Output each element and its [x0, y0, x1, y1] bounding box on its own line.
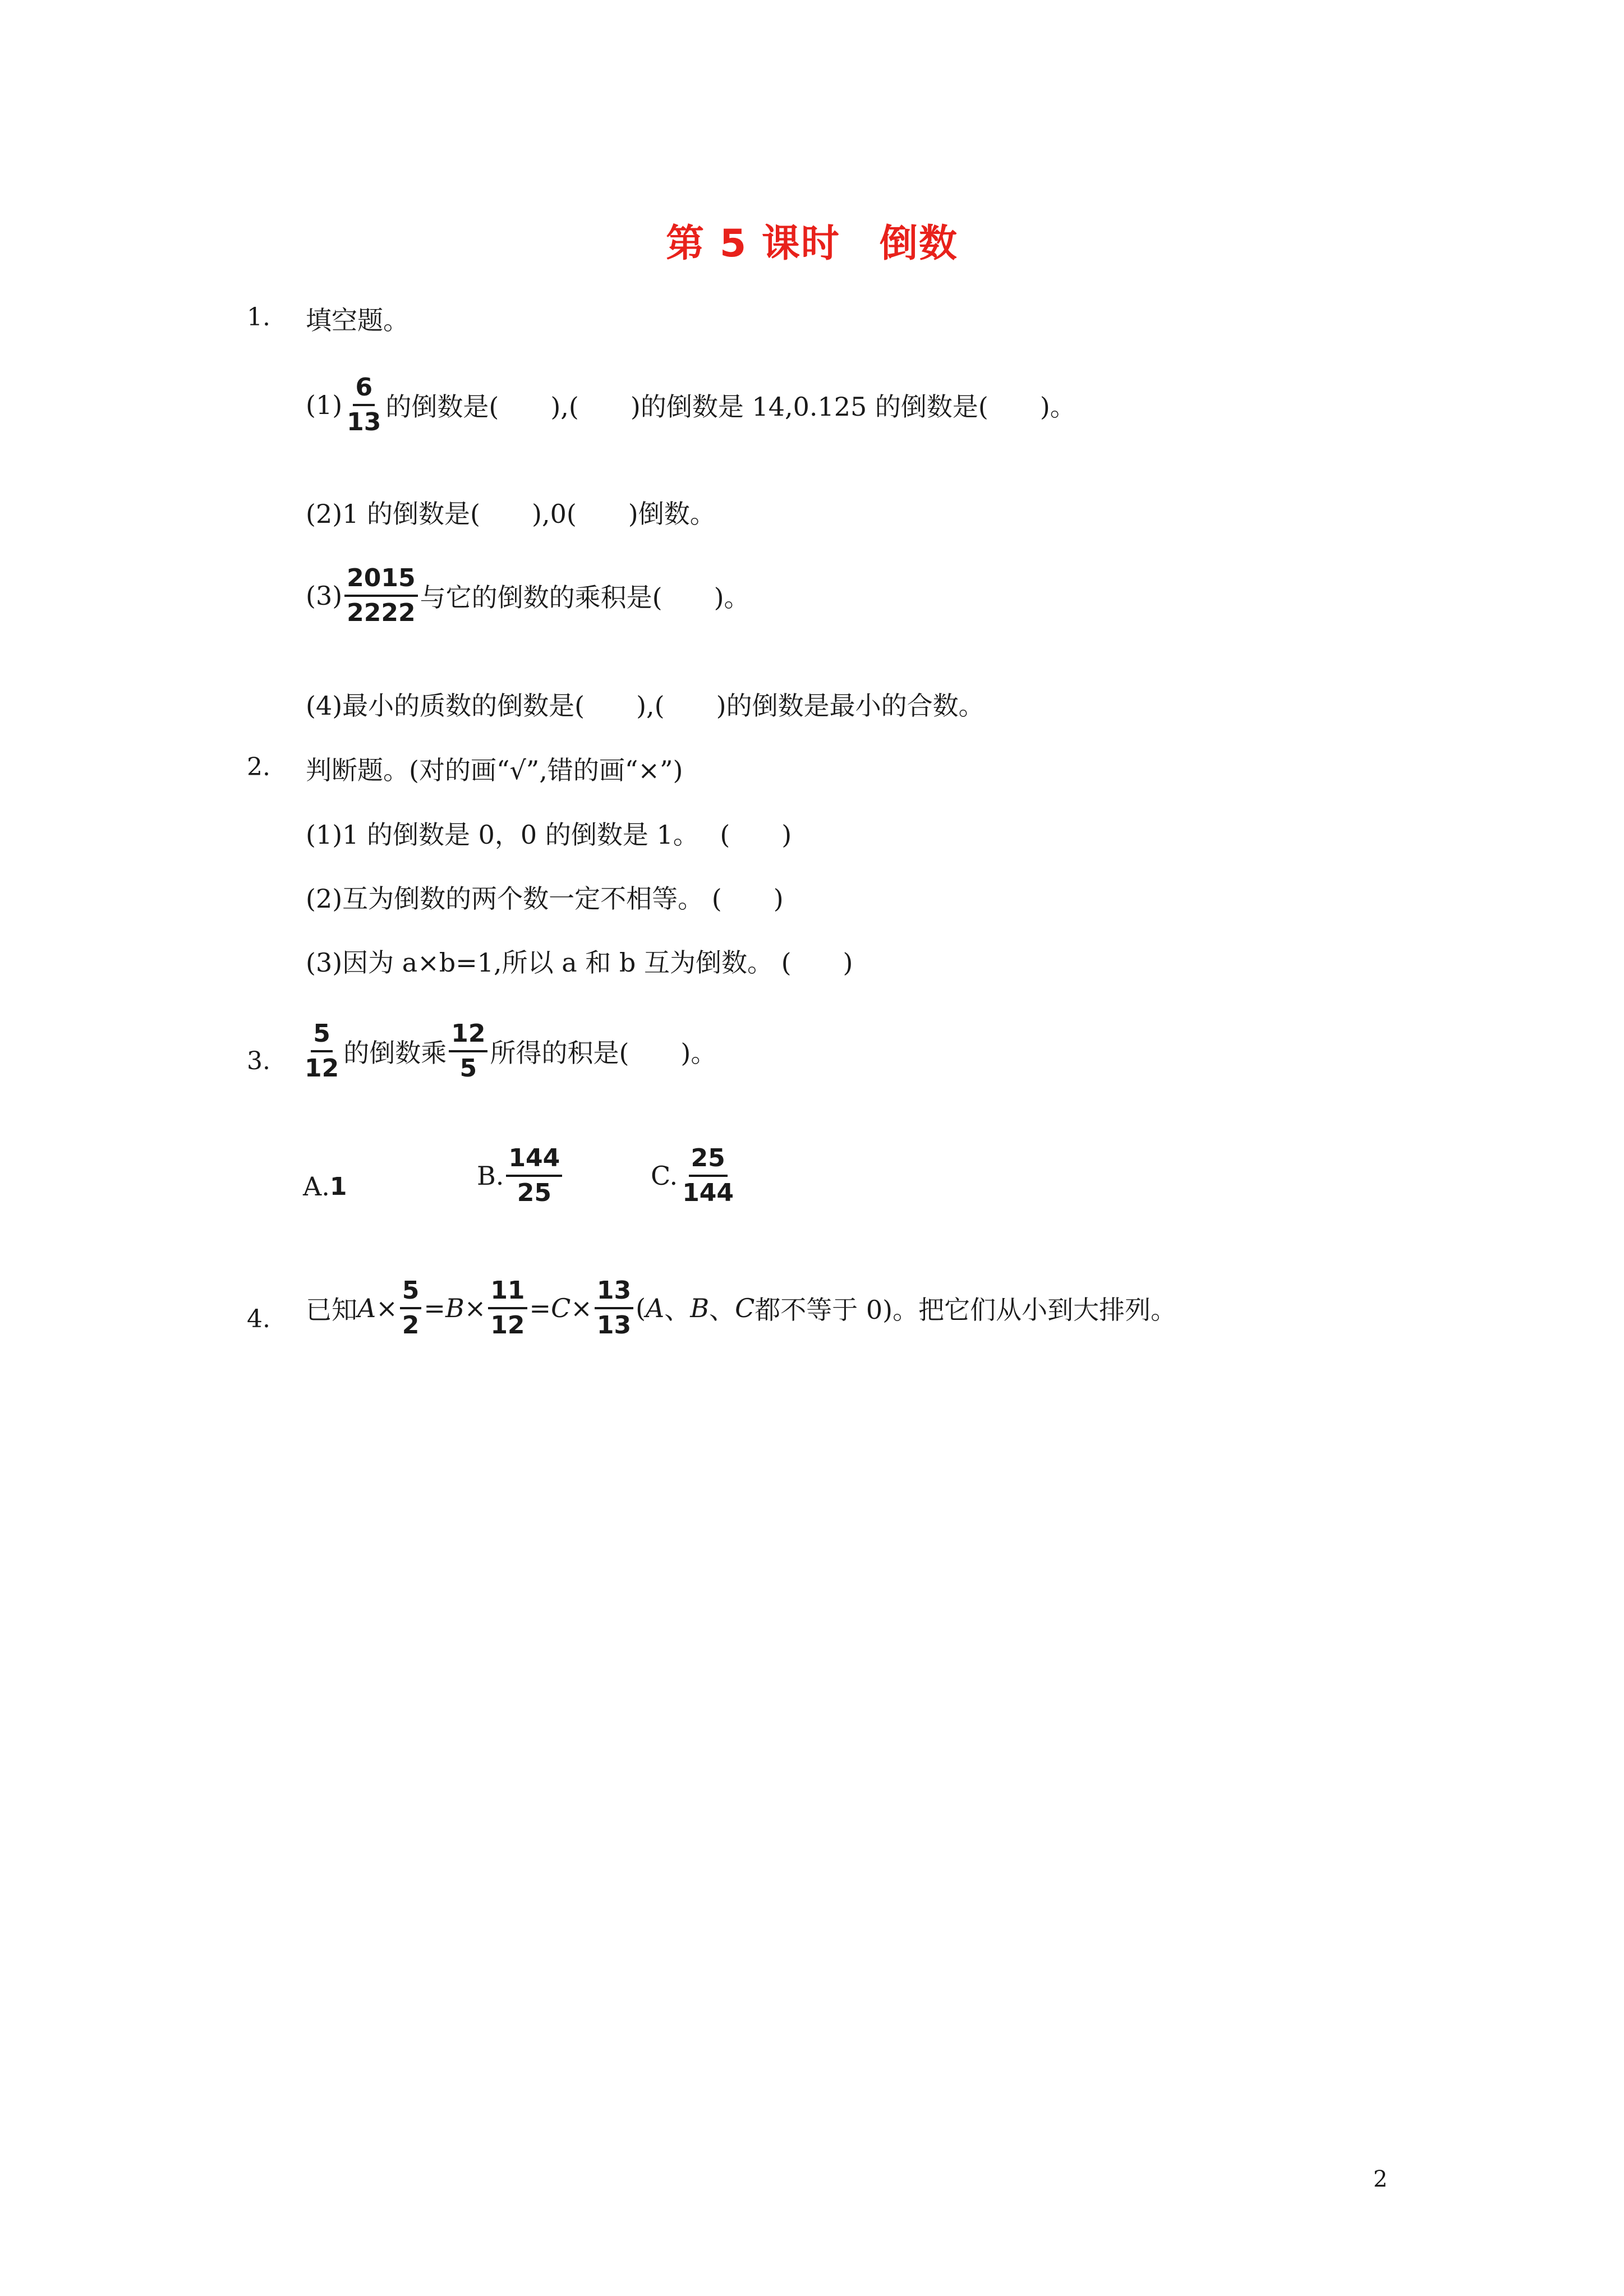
q4-tail-text: 都不等于 0)。把它们从小到大排列。: [755, 1295, 1177, 1326]
denominator: 144: [682, 1179, 734, 1208]
fraction-6-13: [344, 375, 383, 435]
option-label: C.: [651, 1161, 678, 1191]
q3-option-a: [303, 1171, 347, 1202]
page-title: 第 5 课时 倒数: [666, 222, 958, 266]
fraction-25-144: [680, 1145, 736, 1206]
fraction-12-5: [449, 1021, 487, 1082]
separator: 、: [709, 1295, 735, 1326]
q3-tail-text: 所得的积是( )。: [490, 1038, 717, 1069]
q2-number: 2.: [247, 753, 270, 781]
option-value: 1: [329, 1172, 347, 1201]
numerator: 25: [689, 1145, 728, 1177]
q1-part1-text: 的倒数是( ),( )的倒数是 14,0.125 的倒数是( )。: [385, 392, 1076, 422]
fraction-5-2: [400, 1278, 422, 1338]
variable-c: C: [551, 1293, 571, 1324]
times-sign: ×: [376, 1293, 398, 1324]
separator: 、: [664, 1295, 691, 1326]
q3-stem: [300, 1021, 716, 1082]
numerator: 5: [311, 1021, 333, 1052]
q2-part2: (2)互为倒数的两个数一定不相等。 ( ): [306, 884, 784, 914]
q1-part3-text: 与它的倒数的乘积是( )。: [420, 582, 750, 613]
q1-heading: 填空题。: [306, 305, 409, 335]
numerator: 6: [353, 375, 375, 406]
q2-part3: (3)因为 a×b=1,所以 a 和 b 互为倒数。 ( ): [306, 947, 853, 978]
fraction-11-12: [488, 1278, 527, 1338]
variable-a: A: [357, 1293, 376, 1324]
fraction-2015-2222: [344, 565, 417, 626]
q4-number: 4.: [247, 1305, 270, 1333]
equals-sign: =: [529, 1293, 551, 1324]
times-sign: ×: [464, 1293, 486, 1324]
denominator: 12: [305, 1054, 339, 1083]
numerator: 5: [400, 1278, 422, 1309]
page-number: 2: [1373, 2166, 1388, 2192]
q3-option-b: [477, 1145, 564, 1206]
q1-number: 1.: [247, 303, 270, 332]
variable-b: B: [445, 1293, 464, 1324]
q4-stem: [306, 1278, 1176, 1338]
condition-b: B: [690, 1293, 710, 1324]
numerator: 11: [488, 1278, 527, 1309]
numerator: 144: [506, 1145, 562, 1177]
times-sign: ×: [571, 1293, 592, 1324]
condition-a: A: [646, 1293, 665, 1324]
fraction-5-12: [302, 1021, 341, 1082]
q4-intro: 已知: [306, 1295, 357, 1326]
denominator: 13: [596, 1311, 632, 1340]
numerator: 13: [595, 1278, 633, 1309]
q1-part4: (4)最小的质数的倒数是( ),( )的倒数是最小的合数。: [306, 691, 984, 721]
condition-c: C: [735, 1293, 755, 1324]
q1-part3-prefix: (3): [306, 581, 343, 611]
denominator: 25: [517, 1179, 551, 1208]
denominator: 13: [347, 408, 381, 437]
q2-heading: 判断题。(对的画“√”,错的画“×”): [306, 755, 683, 785]
q1-part1-prefix: (1): [306, 390, 343, 421]
fraction-144-25: [506, 1145, 562, 1206]
denominator: 2222: [347, 599, 416, 628]
q3-option-c: [651, 1145, 738, 1206]
q1-part1: [306, 375, 1076, 435]
denominator: 12: [490, 1311, 525, 1340]
numerator: 2015: [344, 565, 417, 597]
option-label: A.: [303, 1171, 330, 1202]
q3-mid-text: 的倒数乘: [343, 1038, 447, 1069]
option-label: B.: [477, 1161, 504, 1191]
fraction-13-13: [595, 1278, 633, 1338]
q3-number: 3.: [247, 1047, 270, 1075]
q1-part2: (2)1 的倒数是( ),0( )倒数。: [306, 499, 716, 529]
denominator: 5: [459, 1054, 477, 1083]
denominator: 2: [402, 1311, 420, 1340]
q1-part3: [306, 565, 750, 626]
equals-sign: =: [424, 1293, 445, 1324]
numerator: 12: [449, 1021, 487, 1052]
q2-part1: (1)1 的倒数是 0，0 的倒数是 1。 ( ): [306, 820, 792, 850]
paren: (: [636, 1293, 646, 1324]
